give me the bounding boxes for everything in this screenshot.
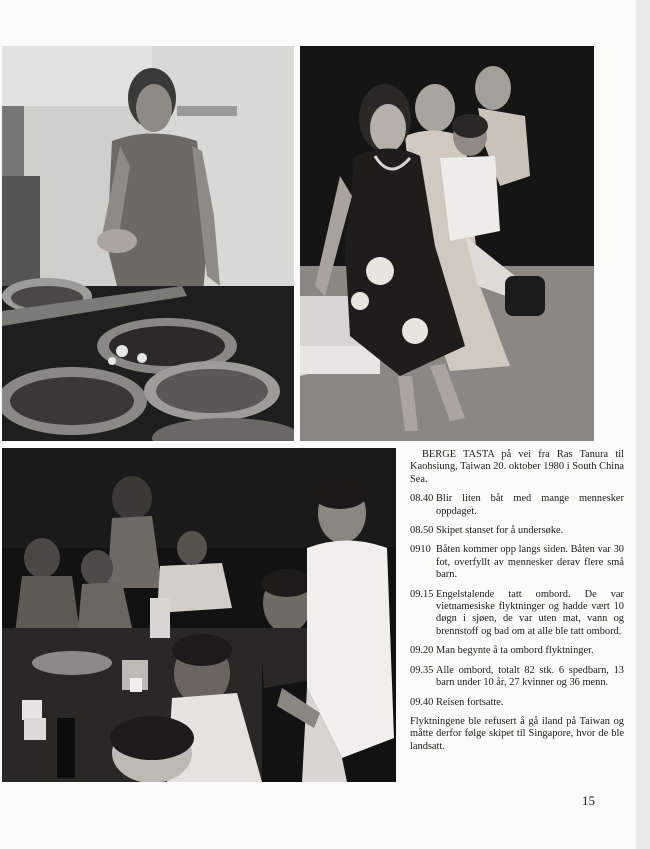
photo-refugee-girls — [300, 46, 594, 441]
log-time: 0910 — [410, 544, 431, 556]
article-text — [410, 449, 624, 753]
log-text: Reisen fortsatte. — [436, 696, 504, 708]
page-number: 15 — [582, 793, 595, 808]
log-text: Skipet stanset for å undersøke. — [436, 525, 564, 537]
log-entry — [410, 589, 624, 639]
log-text: Alle ombord, totalt 82 stk. 6 spedbarn, 13 barn under 10 år, 27 kvinner og 36 menn. — [436, 664, 624, 689]
article-intro: BERGE TASTA på vei fra Ras Tanura til Kaohsiung, Taiwan 20. oktober 1980 i South China Sea. — [410, 449, 624, 485]
log-time: 08.50 — [410, 525, 434, 537]
log-text: Blir liten båt med mange mennesker oppdaget. — [436, 493, 624, 517]
log-text: Man begynte å ta ombord flyktninger. — [436, 645, 594, 657]
log-entry — [410, 645, 624, 657]
log-time: 08.40 — [410, 493, 434, 505]
photo-woman-cooking — [2, 46, 294, 441]
log-entry — [410, 665, 624, 690]
log-entry — [410, 544, 624, 581]
log-text: Engelstalende tatt ombord. De var vietnamesiske flyktninger og hadde vært 10 døgn i sjøen, de var uten mat, vann og brennstoff og bad om at alle ble tatt ombord. — [436, 588, 624, 637]
log-time: 09.15 — [410, 588, 434, 600]
log-text: Båten kommer opp langs siden. Båten var 30 fot, overfyllt av mennesker derav flere små barn. — [436, 544, 624, 581]
log-entry — [410, 493, 624, 518]
log-entry — [410, 525, 624, 537]
log-entry — [410, 697, 624, 709]
photo-refugees-crowd — [2, 448, 396, 782]
article-closing: Flyktningene ble refusert å gå iland på Taiwan og måtte derfor følge skipet til Singapore, hvor de ble landsatt. — [410, 715, 624, 752]
log-time: 09.35 — [410, 664, 434, 676]
log-time: 09.20 — [410, 645, 434, 657]
log-time: 09.40 — [410, 696, 434, 708]
